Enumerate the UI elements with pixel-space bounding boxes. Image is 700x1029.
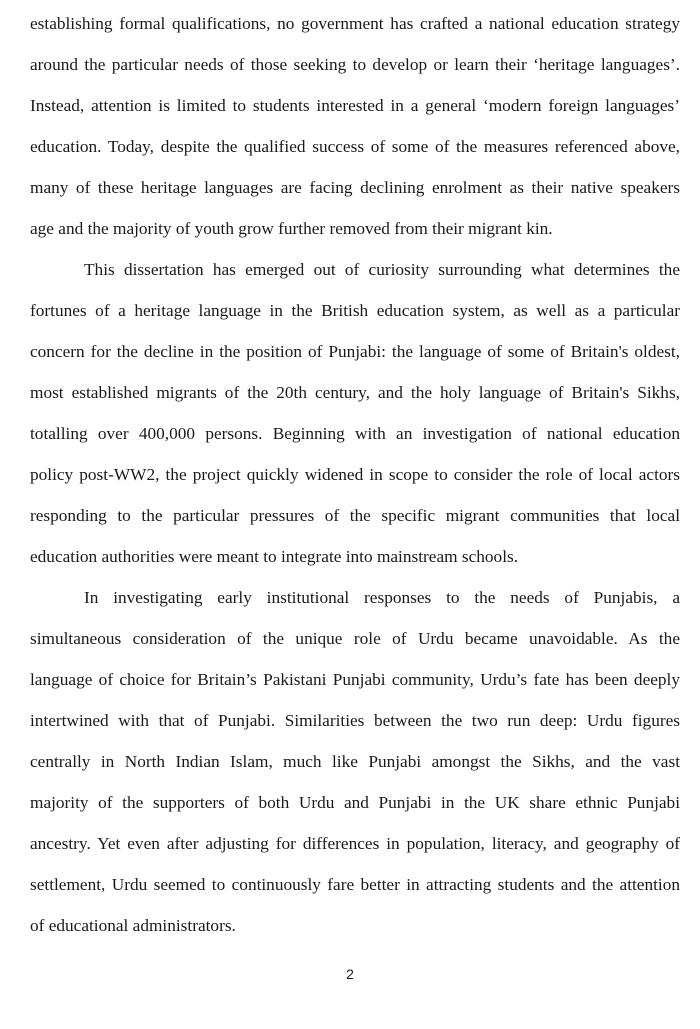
paragraph-2-line-5: totalling over 400,000 persons. Beginning with an investigation of national education <box>30 424 680 443</box>
paragraph-2-line-7: responding to the particular pressures of the specific migrant communities that local <box>30 506 680 525</box>
paragraph-3-line-2: simultaneous consideration of the unique role of Urdu became unavoidable. As the <box>30 629 680 648</box>
paragraph-3-line-5: centrally in North Indian Islam, much like Punjabi amongst the Sikhs, and the vast <box>30 752 680 771</box>
paragraph-2-line-4: most established migrants of the 20th century, and the holy language of Britain's Sikhs, <box>30 383 680 402</box>
paragraph-3-line-9: of educational administrators. <box>30 916 236 935</box>
paragraph-2-line-8: education authorities were meant to integrate into mainstream schools. <box>30 547 519 566</box>
paragraph-1-line-1: establishing formal qualifications, no government has crafted a national education strategy <box>30 14 680 33</box>
paragraph-2-line-2: fortunes of a heritage language in the British education system, as well as a particular <box>30 301 680 320</box>
paragraph-3-line-7: ancestry. Yet even after adjusting for differences in population, literacy, and geography of <box>30 834 680 853</box>
paragraph-3-line-6: majority of the supporters of both Urdu and Punjabi in the UK share ethnic Punjabi <box>30 793 680 812</box>
page-number: 2 <box>346 966 354 982</box>
paragraph-2-line-6: policy post-WW2, the project quickly widened in scope to consider the role of local actors <box>30 465 680 484</box>
paragraph-1-line-3: Instead, attention is limited to students interested in a general ‘modern foreign languages’ <box>30 96 680 115</box>
paragraph-3-line-4: intertwined with that of Punjabi. Similarities between the two run deep: Urdu figures <box>30 711 680 730</box>
paragraph-1-line-4: education. Today, despite the qualified success of some of the measures referenced above, <box>30 137 680 156</box>
paragraph-3-line-3: language of choice for Britain’s Pakistani Punjabi community, Urdu’s fate has been deeply <box>30 670 680 689</box>
paragraph-3-line-1: In investigating early institutional responses to the needs of Punjabis, a <box>84 588 680 607</box>
paragraph-1-line-6: age and the majority of youth grow further removed from their migrant kin. <box>30 219 553 238</box>
paragraph-2-line-3: concern for the decline in the position of Punjabi: the language of some of Britain's oldest, <box>30 342 680 361</box>
paragraph-3-line-8: settlement, Urdu seemed to continuously fare better in attracting students and the attention <box>30 875 680 894</box>
paragraph-1-line-2: around the particular needs of those seeking to develop or learn their ‘heritage languages’. <box>30 55 680 74</box>
paragraph-1-line-5: many of these heritage languages are facing declining enrolment as their native speakers <box>30 178 680 197</box>
paragraph-2-line-1: This dissertation has emerged out of curiosity surrounding what determines the <box>84 260 680 279</box>
